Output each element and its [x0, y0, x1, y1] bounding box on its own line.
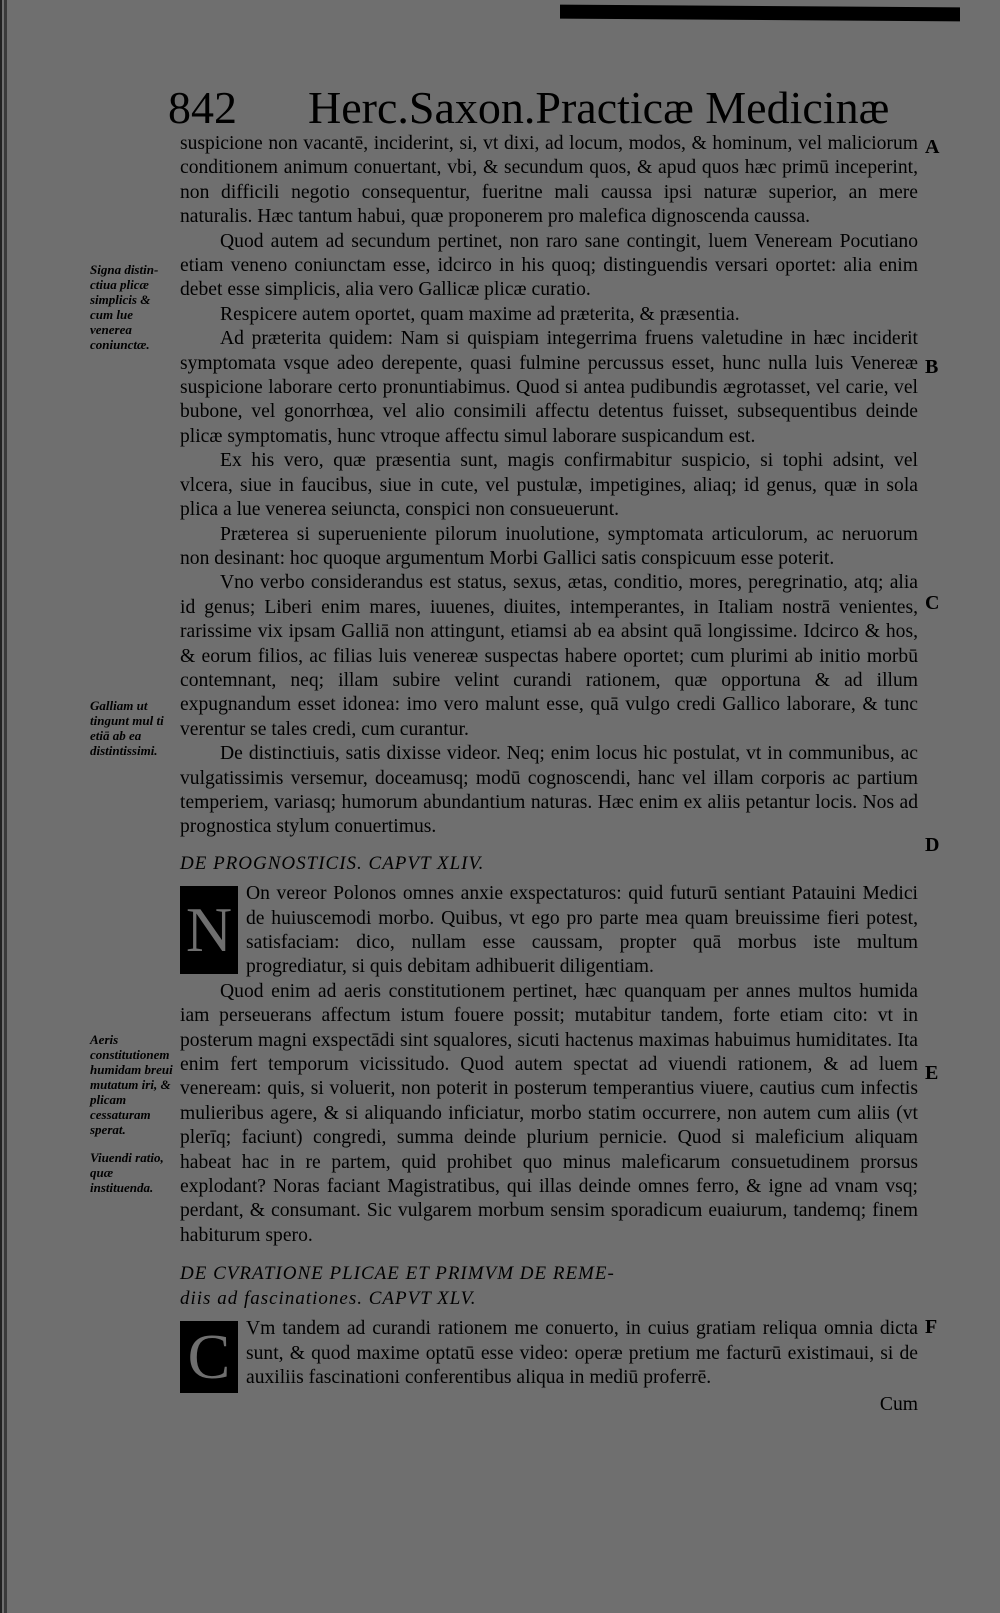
margin-letter-c: C — [925, 592, 940, 614]
margin-letter-f: F — [925, 1316, 938, 1338]
running-header — [168, 80, 928, 136]
top-rule — [560, 5, 960, 22]
margin-note: Viuendi ratio, quæ instituenda. — [90, 1150, 164, 1195]
page-edge-shadow — [4, 0, 7, 1613]
chapter-heading-cont: diis ad fascinationes. CAPVT XLV. — [180, 1287, 477, 1309]
drop-cap-c — [180, 1321, 238, 1393]
running-title: Herc.Saxon.Practicæ Medicinæ — [308, 82, 890, 133]
page-edge — [0, 0, 2, 1613]
paragraph: Respicere autem oportet, quam maxime ad præterita, & præsentia. — [220, 303, 740, 325]
catchword: Cum — [879, 1394, 918, 1416]
paragraph: On vereor Polonos omnes anxie exspectaturos: quid futurū sentiant Patauini Medici de huiuscemodi morbo. Quibus, vt ego pro parte mea quam breuissime fieri potest, satisfaciam: dico, nullam esse caussam, propter quā morbus iste multum progrediatur, si quis debitam adhibuerit diligentiam. — [246, 883, 918, 978]
paragraph: Quod autem ad secundum pertinet, non raro sane contingit, luem Veneream Pocutiano etiam veneno coniunctam esse, idcirco in his quoq; distinguendis versari oportet: alia enim debet esse simplicis, alia vero Gallicæ plicæ curatio. — [180, 230, 918, 301]
paragraph: Vno verbo considerandus est status, sexus, ætas, conditio, mores, peregrinatio, atq; alia id genus; Liberi enim mares, iuuenes, diuites, intemperantes, in Italiam nostrā venientes, rarissime vix ipsam Galliā non attingunt, etiamsi ab ea absint quā longissime. Idcirco & hos, & eorum filios, ac filias luis venereæ suspectas habere oportet; cum plurimi ab initio morbū contemnant, neq; illam subire velint curandi rationem, quæ opportuna & ad illum expugnandum esset idonea: imo vero malunt esse, quā vulgo credi Gallico laborare, & tunc verentur se tales credi, cum curantur. — [180, 572, 918, 740]
paragraph: Præterea si superueniente pilorum inuolutione, symptomata articulorum, ac neruorum non desinant: hoc quoque argumentum Morbi Gallici satis conspicuum esse poterit. — [180, 523, 918, 569]
margin-letter-a: A — [925, 136, 940, 158]
margin-letter-d: D — [925, 834, 940, 856]
main-text — [180, 132, 918, 1418]
margin-note: Aeris constitutionem humidam breui mutatum iri, & plicam cessaturam sperat. — [90, 1032, 173, 1137]
chapter-heading: DE CVRATIONE PLICAE ET PRIMVM DE REME- — [180, 1263, 615, 1285]
margin-letter-e: E — [925, 1062, 939, 1084]
margin-letter-b: B — [925, 356, 939, 378]
paragraph: suspicione non vacantē, inciderint, si, vt dixi, ad locum, modos, & hominum, vel maliciorum conditionem animum conuertant, vbi, & secundum quos, & apud quos hæc primū inceperint, non difficili negotio consequentur, fueritne mali caussa ipsi naturæ superior, an mere naturalis. Hæc tantum habui, quæ proponerem pro malefica dignoscenda caussa. — [180, 133, 918, 228]
margin-note: Signa distin-ctiua plicæ simplicis & cum lue venerea coniunctæ. — [90, 262, 159, 352]
margin-note: Galliam ut tingunt mul ti etiā ab ea distintissimi. — [90, 698, 164, 758]
paragraph: Ad præterita quidem: Nam si quispiam integerrima fruens valetudine in hæc inciderit symptomata vsque adeo derepente, quasi fulmine percussus esset, hunc nulla luis Venereæ suspicione laborare certo pronuntiabimus. Quod si antea pudibundis ægrotasset, vel carie, vel bubone, vel gonorrhœa, vel alio consimili affectu detentus fuisset, subsequentibus deinde plicæ symptomatis, hunc vtroque affectu simul laborare suspicandum est. — [180, 328, 918, 447]
paragraph: Vm tandem ad curandi rationem me conuerto, in cuius gratiam reliqua omnia dicta sunt, & quod maxime optatū esse video: operæ pretium me facturū existimaui, si de auxiliis fascinationi conferentibus aliqua in mediū proferrē. — [246, 1318, 918, 1388]
chapter-heading: DE PROGNOSTICIS. CAPVT XLIV. — [180, 852, 485, 874]
paragraph: Ex his vero, quæ præsentia sunt, magis confirmabitur suspicio, si tophi adsint, vel vlcera, siue in faucibus, siue in cute, vel pustulæ, impetigines, aliaq; id genus, quæ in sola plica a lue venerea seiuncta, conspici non consueuerunt. — [180, 450, 918, 521]
drop-cap-letter: C — [187, 1321, 231, 1393]
paragraph: De distinctiuis, satis dixisse videor. Neq; enim locus hic postulat, vt in communibus, ac vulgatissimis versemur, doceamusq; modū cognoscendi, hanc vel illam corporis ac partium temperiem, variasq; humorum abundantium naturas. Hæc enim ex aliis petantur locis. Nos ad prognostica stylum conuertimus. — [180, 743, 918, 838]
drop-cap-letter: N — [185, 894, 233, 966]
page-number: 842 — [168, 82, 237, 133]
paragraph: Quod enim ad aeris constitutionem pertinet, hæc quanquam per annes multos humida iam perseuerans affectum istum fouere possit; mutabitur tandem, forte etiam cito: vt in posterum magni exspectādi sint squalores, sicuti hactenus maximas habuimus humiditates. Ita enim fert temporum vicissitudo. Quod autem spectat ad viuendi rationem, & ad luem veneream: quis, si voluerit, non poterit in posterum temperantius viuere, cautius cum infectis mulieribus agere, & si aliquando inficiatur, morbo statim occurrere, non autem cum aliis (vt plerīq; faciunt) congredi, summa deinde plurium pernicie. Quod si maleficium aliquam habeat hac in re partem, quid prohibet quo minus maleficarum consuetudinem prorsus explodant? Noras faciant Magistratibus, qui illas deinde omnes ferro, & igne ad vnam vsq; perdant, & consumant. Sic vulgarem morbum sensim sporadicum euaiurum, tandemq; finem habiturum spero. — [180, 980, 918, 1246]
drop-cap-n — [180, 886, 238, 974]
